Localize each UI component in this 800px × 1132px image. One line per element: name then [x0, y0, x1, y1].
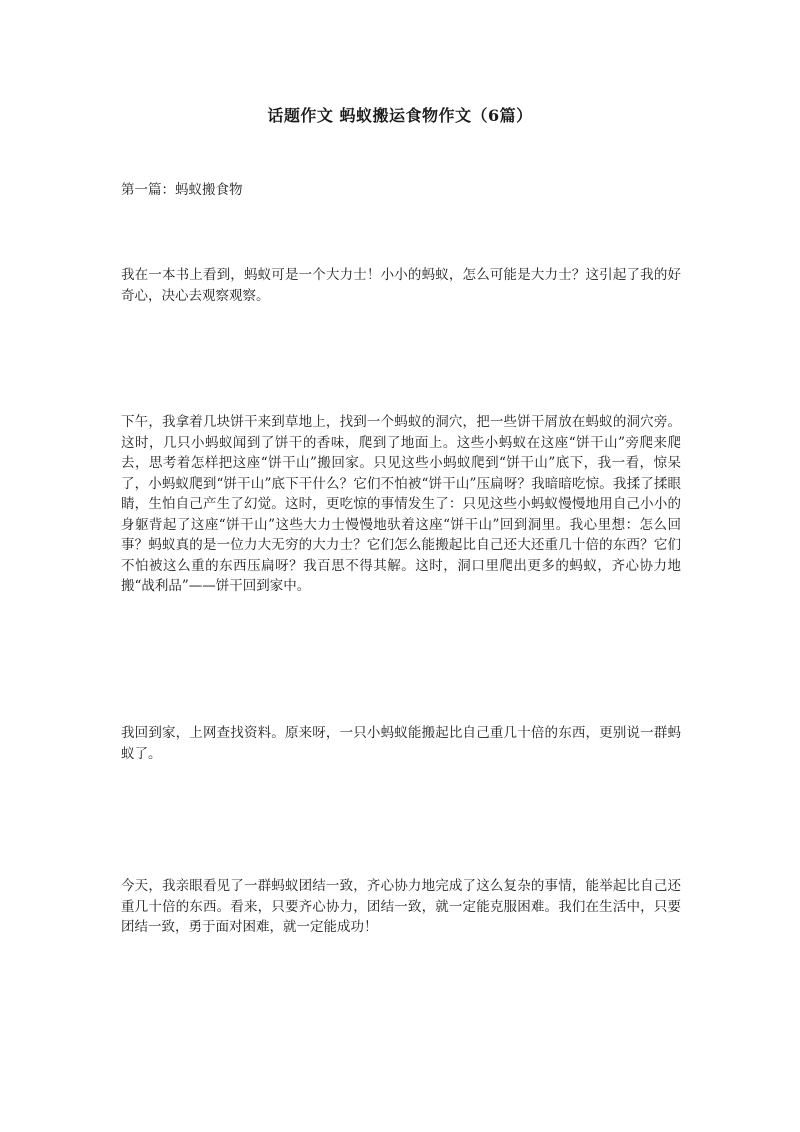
paragraph: 我在一本书上看到，蚂蚁可是一个大力士！小小的蚂蚁，怎么可能是大力士？这引起了我的好奇心，决心去观察观察。 — [121, 267, 681, 304]
section-heading: 第一篇：蚂蚁搬食物 — [121, 182, 243, 198]
paragraph: 下午，我拿着几块饼干来到草地上，找到一个蚂蚁的洞穴，把一些饼干屑放在蚂蚁的洞穴旁。这时，几只小蚂蚁闻到了饼干的香味，爬到了地面上。这些小蚂蚁在这座“饼干山”旁爬来爬去，思考着怎样把这座“饼干山”搬回家。只见这些小蚂蚁爬到“饼干山”底下，我一看，惊呆了，小蚂蚁爬到“饼干山”底下干什么？它们不怕被“饼干山”压扁呀？我暗暗吃惊。我揉了揉眼睛，生怕自己产生了幻觉。这时，更吃惊的事情发生了：只见这些小蚂蚁慢慢地用自己小小的身躯背起了这座“饼干山”这些大力士慢慢地驮着这座“饼干山”回到洞里。我心里想：怎么回事？蚂蚁真的是一位力大无穷的大力士？它们怎么能搬起比自己还大还重几十倍的东西？它们不怕被这么重的东西压扁呀？我百思不得其解。这时，洞口里爬出更多的蚂蚁，齐心协力地搬“战利品”——饼干回到家中。 — [121, 414, 681, 594]
paragraph: 今天，我亲眼看见了一群蚂蚁团结一致，齐心协力地完成了这么复杂的事情，能举起比自己还重几十倍的东西。看来，只要齐心协力，团结一致，就一定能克服困难。我们在生活中，只要团结一致，勇于面对困难，就一定能成功！ — [121, 878, 681, 935]
paragraph: 我回到家，上网查找资料。原来呀，一只小蚂蚁能搬起比自己重几十倍的东西，更别说一群蚂蚁了。 — [121, 725, 681, 762]
document-title: 话题作文 蚂蚁搬运食物作文（6篇） — [267, 106, 533, 125]
